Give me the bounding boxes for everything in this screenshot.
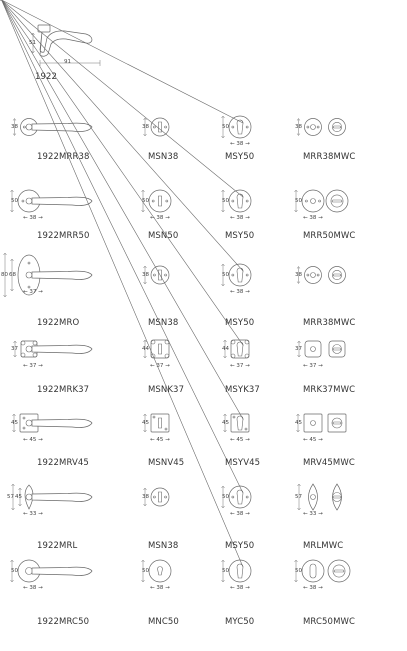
row2-msy50-drawing-rose (229, 190, 251, 212)
top-height-dim: 51 (29, 40, 36, 46)
row2-1922mrr50-dimv-text: 50 (11, 198, 18, 204)
row1-1922mrr38-dimv-text: 38 (11, 124, 18, 130)
row7-myc50-drawing-rose (229, 560, 251, 582)
row6-mrlmwc-dimv-text: 57 (295, 494, 302, 500)
row3-1922mro-label: 1922MRO (37, 318, 80, 328)
row1-msn38-label: MSN38 (148, 152, 179, 162)
row1-msy50-drawing-cylinder (0, 0, 243, 123)
row6-1922mrl-dimh-text: ← 33 → (23, 511, 43, 517)
row6-msn38-dimv-text: 38 (142, 494, 149, 500)
row3-1922mro-drawing-handle (32, 271, 92, 279)
row6-msy50-drawing-rose (229, 486, 251, 508)
row7-myc50-dimh-text: ← 38 → (230, 585, 250, 591)
row7-mrc50mwc-dimh-text: ← 38 → (303, 585, 323, 591)
row3-1922mro-dimh-text: ← 37 → (23, 289, 43, 295)
row4-1922mrk37-drawing-handle (32, 345, 92, 353)
row7-myc50-dimv-text: 50 (222, 568, 229, 574)
row7-mnc50-dimh-text: ← 38 → (150, 585, 170, 591)
row2-mrr50mwc-dimh-text: ← 38 → (303, 215, 323, 221)
row2-1922mrr50-label: 1922MRR50 (37, 231, 90, 241)
row5-msyv45-dimv-text: 45 (222, 420, 229, 426)
row5-1922mrv45-drawing (13, 414, 93, 432)
row1-mrr38mwc-dimv-text: 38 (295, 124, 302, 130)
row4-msnk37-dimh-text: ← 37 → (150, 363, 170, 369)
row6-mrlmwc-drawing (298, 484, 342, 510)
row7-myc50-label: MYC50 (225, 617, 255, 627)
row7-mnc50-label: MNC50 (148, 617, 179, 627)
top-product-name: 1922 (35, 72, 58, 82)
row3-msy50-dimh-text: ← 38 → (230, 289, 250, 295)
row2-1922mrr50-drawing (11, 190, 93, 212)
row4-msyk37-drawing (0, 0, 249, 358)
row1-msy50-drawing-rose (229, 116, 251, 138)
row1-mrr38mwc-drawing (297, 119, 346, 136)
row6-mrlmwc-dimh-text: ← 33 → (303, 511, 323, 517)
row5-msnv45-dimh-text: ← 45 → (150, 437, 170, 443)
row5-1922mrv45-dimh-text: ← 45 → (23, 437, 43, 443)
row2-mrr50mwc-drawing-turn-rose (326, 190, 348, 212)
row4-1922mrk37-dimv-text: 37 (11, 346, 18, 352)
row2-1922mrr50-dimh-text: ← 38 → (23, 215, 43, 221)
row5-mrv45mwc-dimv-text: 45 (295, 420, 302, 426)
row3-msn38-dimv-text: 38 (142, 272, 149, 278)
row5-1922mrv45-drawing-handle (32, 419, 92, 427)
row5-mrv45mwc-label: MRV45MWC (303, 458, 355, 468)
row3-msy50-drawing (0, 0, 251, 286)
row6-mrlmwc-drawing-rose-2 (333, 484, 342, 510)
row4-msyk37-dimv-text: 44 (222, 346, 229, 352)
row4-mrk37mwc-drawing-rose-2 (329, 341, 345, 357)
row7-1922mrc50-drawing (11, 560, 93, 582)
row1-1922mrr38-drawing (13, 119, 92, 136)
row2-mrr50mwc-label: MRR50MWC (303, 231, 356, 241)
row5-msyv45-dimh-text: ← 45 → (230, 437, 250, 443)
row4-msnk37-label: MSNK37 (148, 385, 185, 395)
row5-msyv45-label: MSYV45 (225, 458, 261, 468)
row2-msn50-label: MSN50 (148, 231, 179, 241)
row6-1922mrl-dimv2-text: 57 (7, 494, 14, 500)
row7-mrc50mwc-drawing (295, 560, 351, 582)
row2-mrr50mwc-drawing (295, 190, 349, 212)
row7-1922mrc50-label: 1922MRC50 (37, 617, 90, 627)
row6-mrlmwc-drawing-rose-1 (309, 484, 318, 510)
row4-msyk37-dimh-text: ← 37 → (230, 363, 250, 369)
row5-mrv45mwc-dimh-text: ← 45 → (303, 437, 323, 443)
row7-mnc50-dimv-text: 50 (142, 568, 149, 574)
row4-mrk37mwc-drawing-rose-1 (305, 341, 321, 357)
row2-msy50-dimv-text: 50 (222, 198, 229, 204)
row5-msnv45-drawing-rose (151, 414, 169, 432)
row1-msy50-dimv-text: 50 (222, 124, 229, 130)
row6-1922mrl-drawing-handle (32, 493, 92, 501)
row3-msy50-dimv-text: 50 (222, 272, 229, 278)
row4-1922mrk37-label: 1922MRK37 (37, 385, 90, 395)
row2-msn50-dimh-text: ← 38 → (150, 215, 170, 221)
row4-1922mrk37-drawing (14, 341, 93, 357)
row2-msy50-drawing-cylinder (0, 0, 243, 197)
row6-msy50-dimv-text: 50 (222, 494, 229, 500)
row6-msy50-dimh-text: ← 38 → (230, 511, 250, 517)
row3-1922mro-drawing (4, 253, 93, 297)
row1-msy50-drawing (0, 0, 251, 138)
row4-1922mrk37-dimh-text: ← 37 → (23, 363, 43, 369)
row3-mrr38mwc-label: MRR38MWC (303, 318, 356, 328)
row6-1922mrl-drawing (12, 484, 93, 510)
row7-mrc50mwc-dimv-text: 50 (295, 568, 302, 574)
row4-msnk37-dimv-text: 44 (142, 346, 149, 352)
row6-msy50-label: MSY50 (225, 541, 255, 551)
row2-msy50-dimh-text: ← 38 → (230, 215, 250, 221)
row1-mrr38mwc-label: MRR38MWC (303, 152, 356, 162)
row1-1922mrr38-label: 1922MRR38 (37, 152, 90, 162)
row7-1922mrc50-dimh-text: ← 38 → (23, 585, 43, 591)
row7-1922mrc50-dimv-text: 50 (11, 568, 18, 574)
row7-mrc50mwc-label: MRC50MWC (303, 617, 356, 627)
row2-msy50-drawing (0, 0, 251, 212)
row5-msnv45-label: MSNV45 (148, 458, 185, 468)
row4-msyk37-drawing-rose (231, 340, 249, 358)
row5-1922mrv45-dimv-text: 45 (11, 420, 18, 426)
row1-msn38-dimv-text: 38 (142, 124, 149, 130)
row2-msy50-label: MSY50 (225, 231, 255, 241)
row1-msy50-dimh-text: ← 38 → (230, 141, 250, 147)
row1-1922mrr38-drawing-handle (32, 123, 92, 131)
row3-1922mro-dimv-text: 68 (9, 272, 16, 278)
row2-msn50-dimv-text: 50 (142, 198, 149, 204)
row6-1922mrl-label: 1922MRL (37, 541, 78, 551)
row4-mrk37mwc-dimh-text: ← 37 → (303, 363, 323, 369)
row5-mrv45mwc-drawing-rose-1 (304, 414, 322, 432)
row5-1922mrv45-label: 1922MRV45 (37, 458, 89, 468)
row5-mrv45mwc-drawing (297, 414, 347, 432)
row1-msy50-label: MSY50 (225, 152, 255, 162)
row5-msnv45-dimv-text: 45 (142, 420, 149, 426)
row7-mrc50mwc-drawing-rose-1 (302, 560, 324, 582)
row6-msn38-label: MSN38 (148, 541, 179, 551)
row5-mrv45mwc-drawing-rose-2 (328, 414, 346, 432)
row4-mrk37mwc-label: MRK37MWC (303, 385, 356, 395)
row7-mnc50-drawing-rose (149, 560, 171, 582)
row2-1922mrr50-drawing-handle (32, 197, 92, 205)
row2-mrr50mwc-dimv-text: 50 (295, 198, 302, 204)
row3-msy50-label: MSY50 (225, 318, 255, 328)
row3-mrr38mwc-drawing-turn-rose (329, 267, 346, 284)
row7-mrc50mwc-drawing-turn-rose (328, 560, 350, 582)
row3-msn38-label: MSN38 (148, 318, 179, 328)
row3-1922mro-dimv2-text: 80 (1, 272, 8, 278)
row5-msyv45-drawing-rose (231, 414, 249, 432)
row3-mrr38mwc-drawing (297, 267, 346, 284)
row4-msyk37-label: MSYK37 (225, 385, 260, 395)
top-width-dim: 91 (64, 59, 71, 65)
row6-mrlmwc-label: MRLMWC (303, 541, 344, 551)
row3-mrr38mwc-dimv-text: 38 (295, 272, 302, 278)
row7-1922mrc50-drawing-handle (32, 567, 92, 575)
row1-mrr38mwc-drawing-turn-rose (329, 119, 346, 136)
row4-mrk37mwc-drawing (298, 341, 346, 357)
row6-1922mrl-dimv-text: 45 (15, 494, 22, 500)
row4-mrk37mwc-dimv-text: 37 (295, 346, 302, 352)
row4-msnk37-drawing-rose (151, 340, 169, 358)
